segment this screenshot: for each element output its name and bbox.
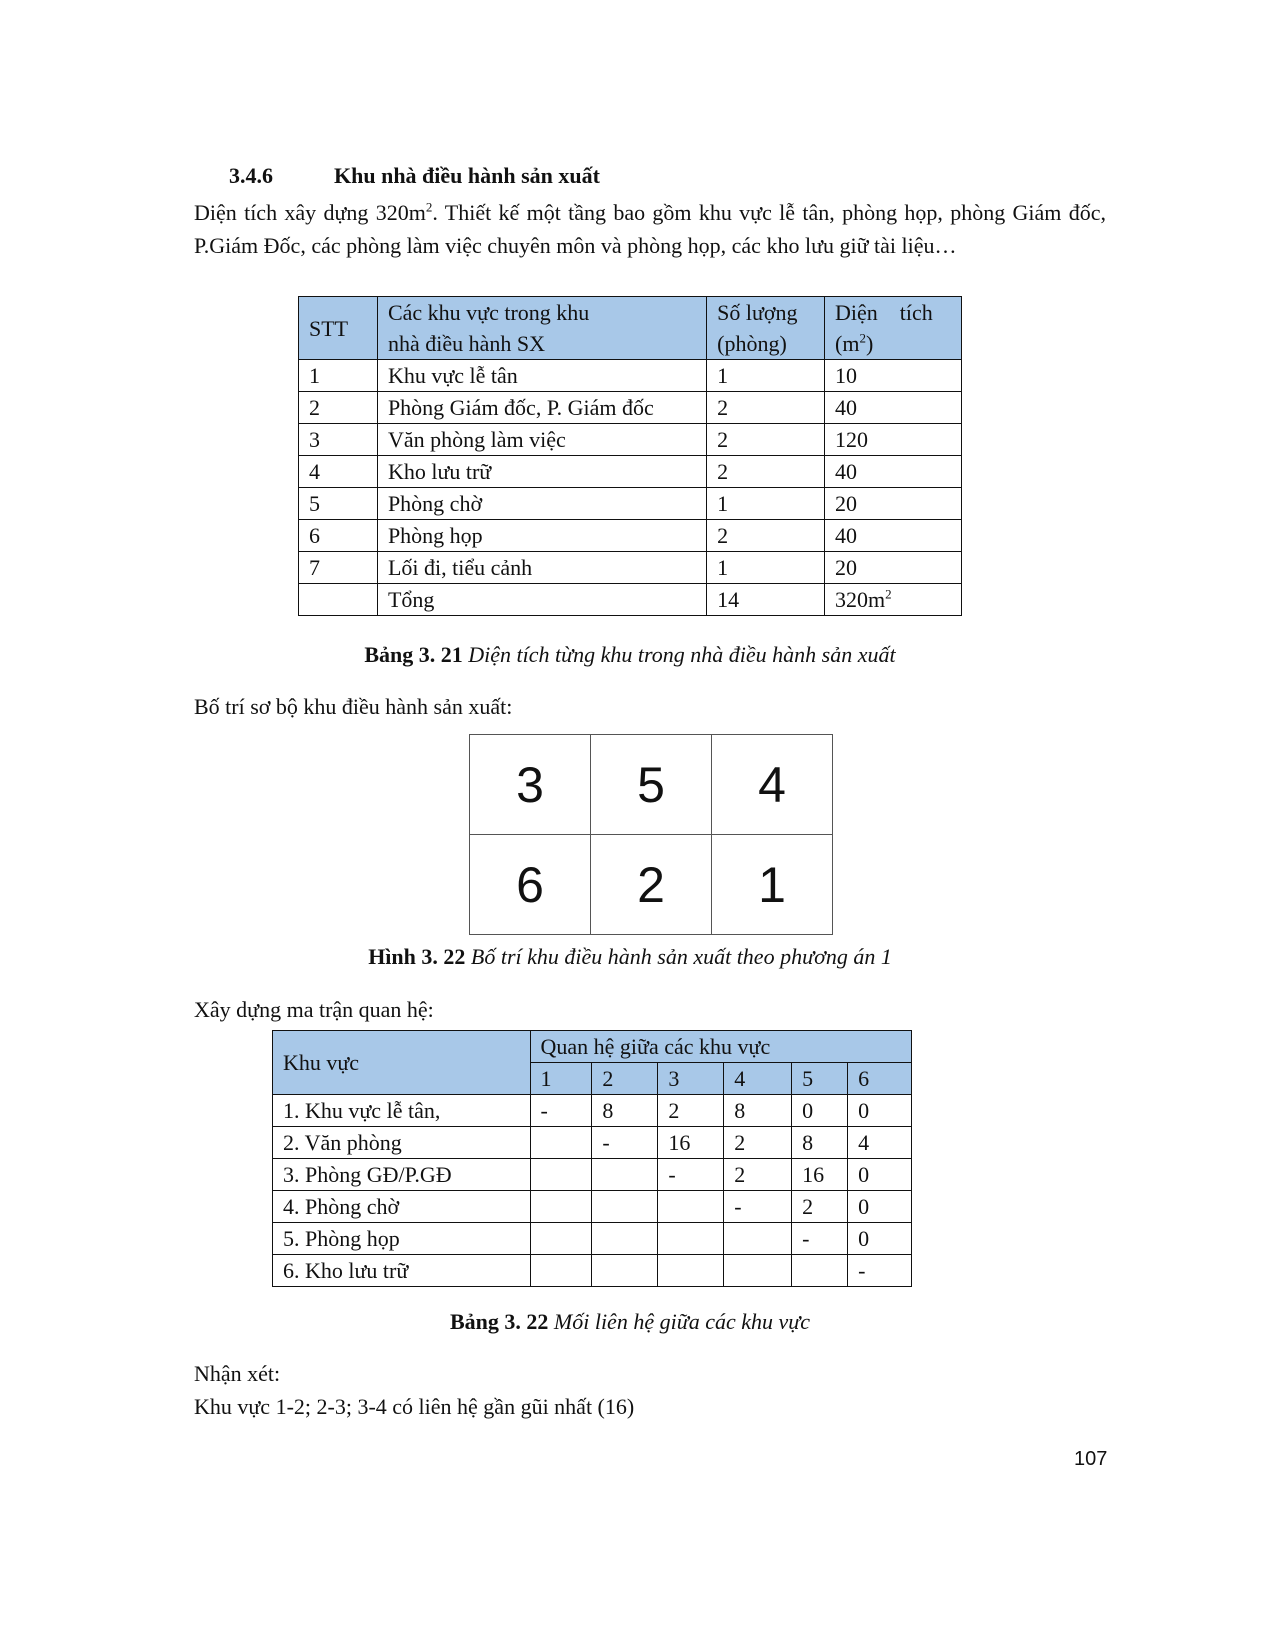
- layout-cell: 5: [591, 735, 712, 835]
- cell-area: Phòng họp: [377, 520, 706, 552]
- header-area-line2: nhà điều hành SX: [387, 331, 545, 356]
- layout-cell: 1: [712, 835, 833, 935]
- header-area-line1: Các khu vực trong khu: [387, 300, 590, 325]
- cell-qty: 2: [707, 456, 825, 488]
- table-total-row: [299, 584, 962, 616]
- matrix-cell: [530, 1223, 592, 1255]
- matrix-cell: -: [724, 1191, 792, 1223]
- total-stt: [299, 584, 378, 616]
- matrix-cell: 0: [848, 1191, 912, 1223]
- table-row: [299, 456, 962, 488]
- table-row: [299, 552, 962, 584]
- table-row: [273, 1127, 912, 1159]
- table-row: [299, 360, 962, 392]
- cell-size: 40: [825, 520, 962, 552]
- cell-area: Phòng chờ: [377, 488, 706, 520]
- layout-cell: 3: [470, 735, 591, 835]
- intro-text-2: . Thiết kế một tầng bao gồm khu vực lễ tân, phòng họp, phòng Giám đốc, P.Giám Đốc, các phòng làm việc chuyên môn và phòng họp, các kho lưu giữ tài liệu…: [194, 200, 1106, 258]
- matrix-header-row: [273, 1031, 912, 1063]
- cell-size: 20: [825, 552, 962, 584]
- cell-stt: 6: [299, 520, 378, 552]
- cell-size: 120: [825, 424, 962, 456]
- section-title: Khu nhà điều hành sản xuất: [334, 163, 600, 188]
- table-row: [273, 1095, 912, 1127]
- total-size-value: 320m: [835, 587, 886, 612]
- header-size-close: ): [866, 331, 874, 356]
- matrix-cell: [592, 1191, 658, 1223]
- layout-grid: [469, 734, 833, 935]
- cell-qty: 1: [707, 552, 825, 584]
- matrix-cell: 4: [848, 1127, 912, 1159]
- table-row: [273, 1255, 912, 1287]
- header-size: [825, 297, 962, 360]
- remark-text: Khu vực 1-2; 2-3; 3-4 có liên hệ gần gũi nhất (16): [194, 1394, 635, 1419]
- cell-area: Lối đi, tiểu cảnh: [377, 552, 706, 584]
- matrix-row-label: 2. Văn phòng: [273, 1127, 531, 1159]
- intro-text-1: Diện tích xây dựng 320m: [194, 200, 426, 225]
- cell-area: Phòng Giám đốc, P. Giám đốc: [377, 392, 706, 424]
- matrix-cell: [658, 1255, 724, 1287]
- table-row: [299, 488, 962, 520]
- matrix-cell: [658, 1191, 724, 1223]
- matrix-col: 5: [792, 1063, 848, 1095]
- matrix-cell: 16: [658, 1127, 724, 1159]
- caption-label: Bảng 3. 21: [364, 642, 463, 667]
- matrix-cell: 0: [792, 1095, 848, 1127]
- matrix-intro: Xây dựng ma trận quan hệ:: [194, 997, 434, 1022]
- table2-caption: [300, 1309, 960, 1335]
- matrix-row-label: 6. Kho lưu trữ: [273, 1255, 531, 1287]
- cell-qty: 1: [707, 360, 825, 392]
- matrix-header-area: Khu vực: [273, 1031, 531, 1095]
- total-qty: 14: [707, 584, 825, 616]
- cell-area: Văn phòng làm việc: [377, 424, 706, 456]
- matrix-cell: -: [658, 1159, 724, 1191]
- table-row: [273, 1159, 912, 1191]
- cell-size: 20: [825, 488, 962, 520]
- area-table-header: [299, 297, 962, 360]
- relation-matrix: [272, 1030, 912, 1287]
- matrix-cell: 0: [848, 1223, 912, 1255]
- caption-text: Mối liên hệ giữa các khu vực: [548, 1309, 811, 1334]
- matrix-cell: [658, 1223, 724, 1255]
- matrix-cell: [530, 1255, 592, 1287]
- table-row: [273, 1223, 912, 1255]
- cell-qty: 2: [707, 392, 825, 424]
- matrix-cell: -: [592, 1127, 658, 1159]
- caption-label: Bảng 3. 22: [449, 1309, 549, 1334]
- header-stt: STT: [299, 297, 378, 360]
- header-qty-line2: (phòng): [717, 331, 787, 356]
- matrix-cell: 0: [848, 1159, 912, 1191]
- matrix-cell: 0: [848, 1095, 912, 1127]
- section-heading: [229, 163, 600, 189]
- cell-area: Kho lưu trữ: [377, 456, 706, 488]
- matrix-cell: 2: [724, 1159, 792, 1191]
- cell-size: 40: [825, 392, 962, 424]
- table-row: [299, 424, 962, 456]
- intro-sup: 2: [425, 199, 433, 215]
- cell-stt: 1: [299, 360, 378, 392]
- cell-stt: 2: [299, 392, 378, 424]
- cell-stt: 3: [299, 424, 378, 456]
- remark-title: Nhận xét:: [194, 1361, 281, 1386]
- layout-cell: 4: [712, 735, 833, 835]
- header-qty: [707, 297, 825, 360]
- header-size-unit: (m: [835, 331, 860, 356]
- table-row: [273, 1191, 912, 1223]
- layout-cell: 2: [591, 835, 712, 935]
- matrix-col: 4: [724, 1063, 792, 1095]
- matrix-row-label: 1. Khu vực lễ tân,: [273, 1095, 531, 1127]
- table-row: [299, 520, 962, 552]
- cell-area: Khu vực lễ tân: [377, 360, 706, 392]
- layout-cell: 6: [470, 835, 591, 935]
- table-row: [299, 392, 962, 424]
- cell-qty: 2: [707, 424, 825, 456]
- matrix-cell: [592, 1255, 658, 1287]
- matrix-cell: 8: [724, 1095, 792, 1127]
- matrix-cell: 8: [592, 1095, 658, 1127]
- matrix-cell: [592, 1223, 658, 1255]
- caption-text: Bố trí khu điều hành sản xuất theo phương án 1: [465, 944, 892, 969]
- page-number: 107: [1074, 1448, 1108, 1470]
- matrix-cell: 2: [658, 1095, 724, 1127]
- matrix-cell: [724, 1223, 792, 1255]
- section-number: 3.4.6: [229, 163, 273, 188]
- matrix-cell: -: [530, 1095, 592, 1127]
- layout-intro: Bố trí sơ bộ khu điều hành sản xuất:: [194, 694, 513, 719]
- cell-stt: 5: [299, 488, 378, 520]
- matrix-cell: 8: [792, 1127, 848, 1159]
- matrix-cell: [724, 1255, 792, 1287]
- matrix-col: 2: [592, 1063, 658, 1095]
- total-size-sup: 2: [885, 586, 892, 602]
- matrix-cell: 16: [792, 1159, 848, 1191]
- header-size-line2: [835, 328, 951, 359]
- matrix-cell: [592, 1159, 658, 1191]
- caption-label: Hình 3. 22: [368, 944, 466, 969]
- layout-row: [470, 735, 833, 835]
- total-label: Tổng: [377, 584, 706, 616]
- header-qty-line1: Số lượng: [717, 300, 798, 325]
- matrix-cell: 2: [792, 1191, 848, 1223]
- cell-size: 40: [825, 456, 962, 488]
- total-size: [825, 584, 962, 616]
- caption-text: Diện tích từng khu trong nhà điều hành sản xuất: [462, 642, 896, 667]
- matrix-col: 6: [848, 1063, 912, 1095]
- table1-caption: [300, 642, 960, 668]
- cell-size: 10: [825, 360, 962, 392]
- header-size-sup: 2: [859, 330, 866, 346]
- matrix-cell: [792, 1255, 848, 1287]
- matrix-cell: 2: [724, 1127, 792, 1159]
- area-table: [298, 296, 962, 616]
- cell-stt: 7: [299, 552, 378, 584]
- matrix-cell: -: [792, 1223, 848, 1255]
- matrix-col: 1: [530, 1063, 592, 1095]
- matrix-row-label: 5. Phòng họp: [273, 1223, 531, 1255]
- matrix-cell: -: [848, 1255, 912, 1287]
- header-size-line1: Diện tích: [835, 300, 933, 325]
- matrix-cell: [530, 1159, 592, 1191]
- cell-stt: 4: [299, 456, 378, 488]
- matrix-row-label: 3. Phòng GĐ/P.GĐ: [273, 1159, 531, 1191]
- layout-row: [470, 835, 833, 935]
- intro-paragraph: [194, 196, 1106, 262]
- matrix-cell: [530, 1191, 592, 1223]
- header-area: [377, 297, 706, 360]
- matrix-col: 3: [658, 1063, 724, 1095]
- matrix-cell: [530, 1127, 592, 1159]
- matrix-header-relation: Quan hệ giữa các khu vực: [530, 1031, 911, 1063]
- cell-qty: 1: [707, 488, 825, 520]
- matrix-row-label: 4. Phòng chờ: [273, 1191, 531, 1223]
- cell-qty: 2: [707, 520, 825, 552]
- figure-caption: [300, 944, 960, 970]
